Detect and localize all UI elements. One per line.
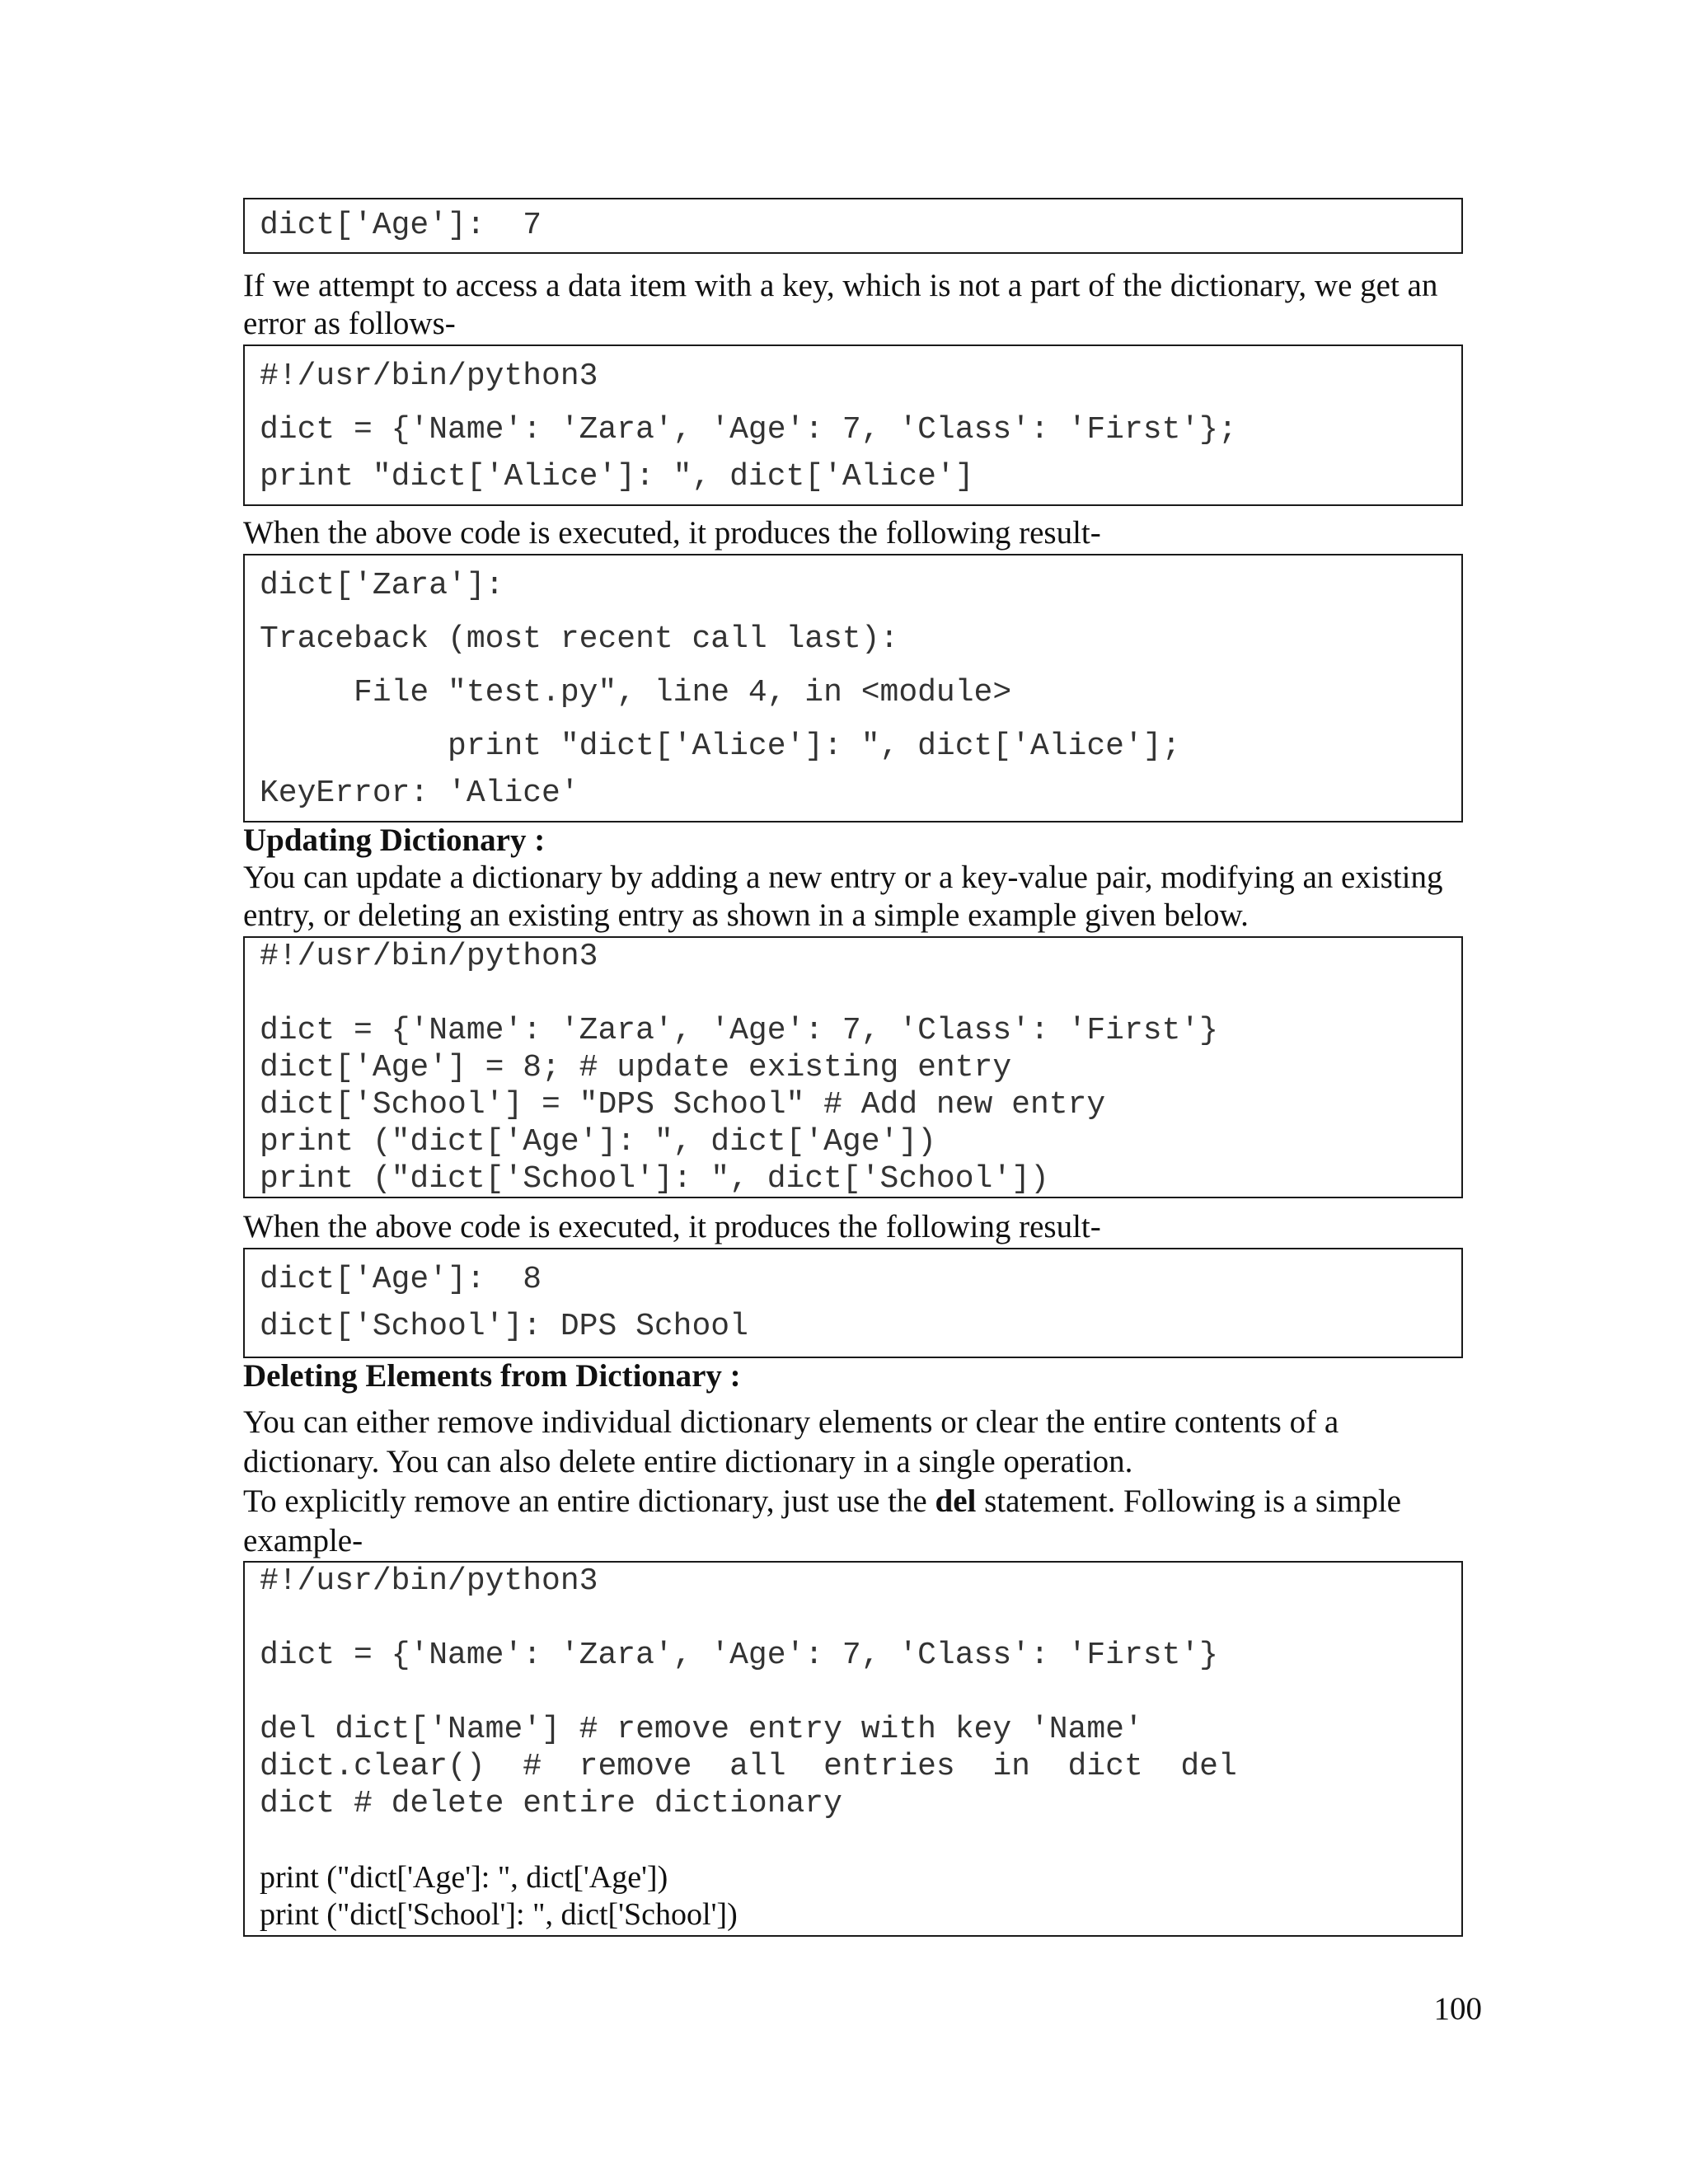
- blank-line: [260, 1674, 1447, 1711]
- code-line: dict['School']: DPS School: [260, 1309, 748, 1344]
- code-line: dict = {'Name': 'Zara', 'Age': 7, 'Class': 'First'};: [260, 412, 1237, 448]
- code-line: dict = {'Name': 'Zara', 'Age': 7, 'Class': 'First'}: [260, 1638, 1218, 1673]
- code-line: dict['School'] = "DPS School" # Add new entry: [260, 1087, 1106, 1122]
- paragraph-text: To explicitly remove an entire dictionary, just use the: [243, 1483, 935, 1519]
- paragraph: You can either remove individual dictionary elements or clear the entire contents of a dictionary. You can also delete entire dictionary in a single operation.: [243, 1404, 1339, 1479]
- paragraph: When the above code is executed, it produces the following result-: [243, 515, 1101, 551]
- del-keyword: del: [935, 1483, 977, 1519]
- code-box: [243, 936, 1463, 1198]
- code-output-box: [243, 1248, 1463, 1358]
- page-number: 100: [1433, 1991, 1482, 2027]
- code-line: print "dict['Alice']: ", dict['Alice']: [260, 459, 974, 494]
- code-line: dict # delete entire dictionary: [260, 1786, 842, 1821]
- code-line: dict = {'Name': 'Zara', 'Age': 7, 'Class': 'First'}: [260, 1013, 1218, 1048]
- code-line: KeyError: 'Alice': [260, 776, 579, 811]
- code-line: #!/usr/bin/python3: [260, 1563, 598, 1599]
- code-box: [243, 1561, 1463, 1937]
- code-line: dict['Age']: 7: [260, 208, 542, 243]
- code-line: #!/usr/bin/python3: [260, 359, 598, 394]
- code-line: print "dict['Alice']: ", dict['Alice'];: [260, 729, 1181, 764]
- code-line: dict.clear() # remove all entries in dict del: [260, 1749, 1237, 1784]
- blank-line: [260, 1822, 1447, 1859]
- code-box: [243, 344, 1463, 506]
- code-line: dict['Age'] = 8; # update existing entry: [260, 1050, 1012, 1085]
- paragraph-text: statement. Following is a simple example-: [243, 1483, 1401, 1558]
- code-output-box: [243, 554, 1463, 823]
- paragraph: If we attempt to access a data item with a key, which is not a part of the dictionary, we get an error as follows-: [243, 268, 1438, 341]
- blank-line: [260, 975, 1447, 1012]
- code-line: dict['Zara']:: [260, 568, 504, 603]
- code-line: print ("dict['Age']: ", dict['Age']): [260, 1860, 668, 1895]
- code-line: print ("dict['School']: ", dict['School']): [260, 1897, 738, 1932]
- page-content: [243, 198, 1463, 1937]
- code-line: print ("dict['School']: ", dict['School']): [260, 1161, 1049, 1197]
- code-line: print ("dict['Age']: ", dict['Age']): [260, 1124, 936, 1160]
- blank-line: [260, 1600, 1447, 1637]
- code-line: Traceback (most recent call last):: [260, 621, 899, 657]
- code-line: #!/usr/bin/python3: [260, 939, 598, 974]
- code-line: del dict['Name'] # remove entry with key 'Name': [260, 1712, 1143, 1747]
- paragraph: You can update a dictionary by adding a new entry or a key-value pair, modifying an existing entry, or deleting an existing entry as shown in a simple example given below.: [243, 860, 1443, 933]
- paragraph: [243, 1482, 1463, 1561]
- code-line: dict['Age']: 8: [260, 1262, 542, 1297]
- section-heading: Updating Dictionary :: [243, 823, 546, 858]
- section-heading: Deleting Elements from Dictionary :: [243, 1358, 741, 1394]
- paragraph: When the above code is executed, it produces the following result-: [243, 1209, 1101, 1244]
- code-output-box: [243, 198, 1463, 254]
- code-line: File "test.py", line 4, in <module>: [260, 675, 1012, 710]
